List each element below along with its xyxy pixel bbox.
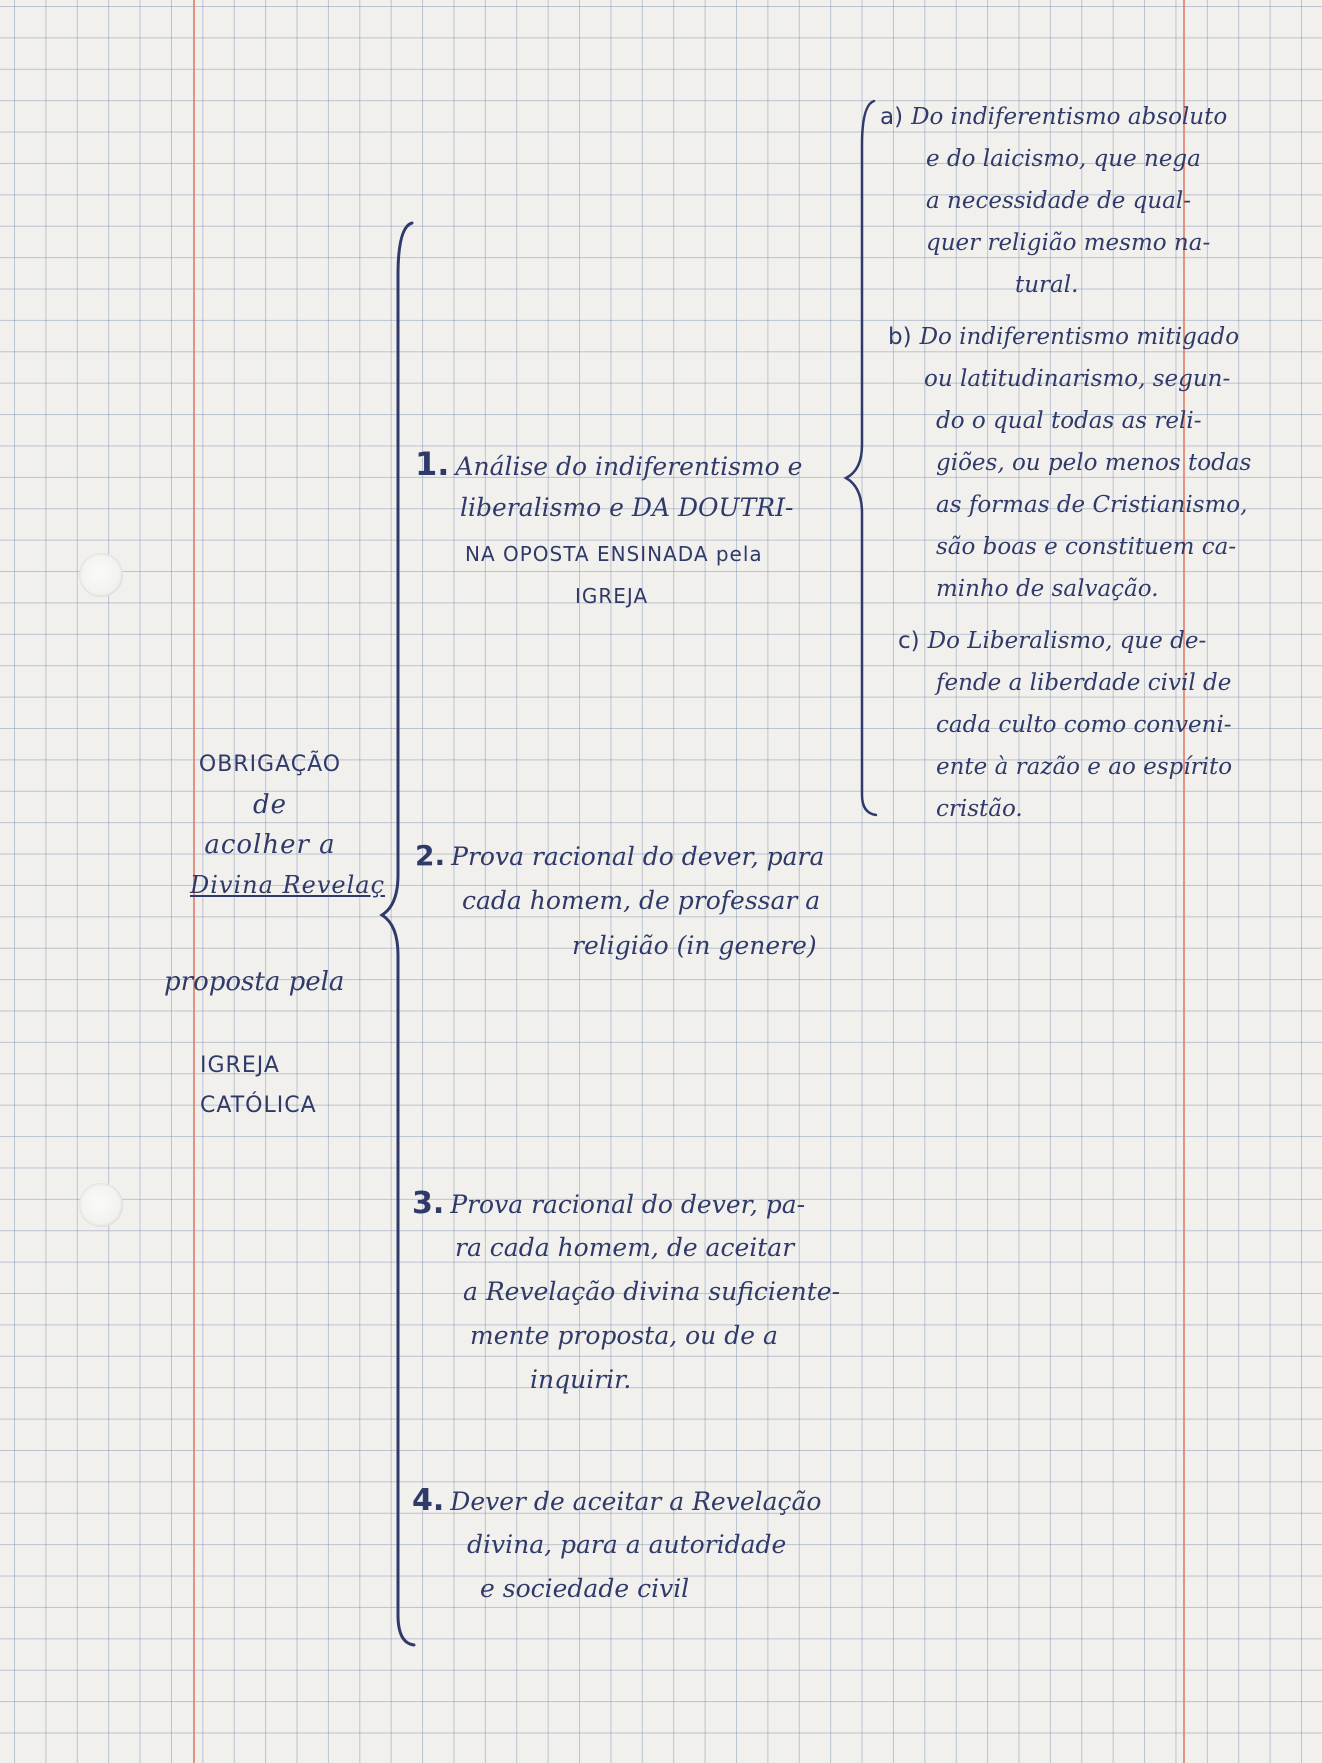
sub-item-line: fende a liberdade civil de — [936, 670, 1232, 696]
item-1 — [415, 443, 802, 488]
punch-hole-bottom — [79, 1183, 123, 1227]
sub-item-line: ou latitudinarismo, segun- — [924, 366, 1231, 392]
item-line: religião (in genere) — [572, 931, 817, 960]
sub-item-marker: a) — [880, 104, 904, 130]
item-line: Prova racional do dever, pa- — [450, 1190, 806, 1219]
sub-item-line: a necessidade de qual- — [926, 188, 1192, 214]
sub-item-c — [898, 620, 1232, 830]
root-title — [190, 745, 386, 905]
punch-hole-top — [79, 553, 123, 597]
root-line: acolher a — [204, 830, 336, 860]
sub-item-line: ente à razão e ao espírito — [936, 754, 1233, 780]
sub-item-marker: b) — [888, 324, 912, 350]
sub-item-a — [880, 96, 1227, 306]
item-line-text: liberalismo e DA DOUTRI- — [460, 493, 794, 522]
sub-item-line: Do Liberalismo, que de- — [927, 628, 1207, 654]
sub-item-line: cada culto como conveni- — [936, 712, 1232, 738]
root-line: Divina Revelaç — [190, 871, 386, 899]
item-4 — [412, 1480, 821, 1523]
item-number: 2. — [415, 839, 446, 872]
item-line: Dever de aceitar a Revelação — [450, 1487, 822, 1516]
sub-item-line: do o qual todas as reli- — [936, 408, 1202, 434]
item-3 — [412, 1183, 805, 1226]
sub-item-line: giões, ou pelo menos todas — [936, 450, 1252, 476]
sub-item-line: Do indiferentismo absoluto — [911, 104, 1228, 130]
item-line: NA OPOSTA ENSINADA pela — [465, 542, 763, 566]
item-line: e sociedade civil — [480, 1574, 690, 1603]
item-number: 1. — [415, 445, 450, 483]
root-line: proposta pela — [164, 967, 345, 997]
item-line: divina, para a autoridade — [467, 1530, 787, 1559]
sub-item-b — [888, 316, 1251, 610]
item-line: Análise do indiferentismo e — [455, 452, 803, 481]
sub-item-line: quer religião mesmo na- — [926, 230, 1211, 256]
root-line: de — [252, 790, 288, 820]
item-line: ra cada homem, de aceitar — [455, 1233, 795, 1262]
sub-item-line: tural. — [1015, 272, 1079, 298]
main-brace — [368, 215, 438, 1650]
item-line: IGREJA — [575, 584, 649, 608]
sub-item-line: as formas de Cristianismo, — [936, 492, 1248, 518]
sub-item-marker: c) — [898, 628, 920, 654]
sub-item-line: minho de salvação. — [936, 576, 1159, 602]
sub-item-line: são boas e constituem ca- — [936, 534, 1237, 560]
item-2 — [415, 835, 824, 878]
item-line: inquirir. — [530, 1365, 632, 1394]
item-number: 4. — [412, 1483, 445, 1518]
root-line: CATÓLICA — [200, 1093, 317, 1118]
item-line: a Revelação divina suficiente- — [463, 1277, 841, 1306]
item-line: cada homem, de professar a — [462, 886, 821, 915]
sub-item-line: e do laicismo, que nega — [926, 146, 1201, 172]
sub-item-line: Do indiferentismo mitigado — [919, 324, 1240, 350]
root-line: IGREJA — [200, 1053, 280, 1078]
root-church — [200, 1046, 317, 1126]
sub-item-line: cristão. — [936, 796, 1023, 822]
item-number: 3. — [412, 1186, 445, 1221]
item-line: mente proposta, ou de a — [470, 1321, 778, 1350]
root-line: OBRIGAÇÃO — [198, 752, 342, 777]
item-line: Prova racional do dever, para — [451, 842, 825, 871]
item-line — [460, 487, 793, 529]
